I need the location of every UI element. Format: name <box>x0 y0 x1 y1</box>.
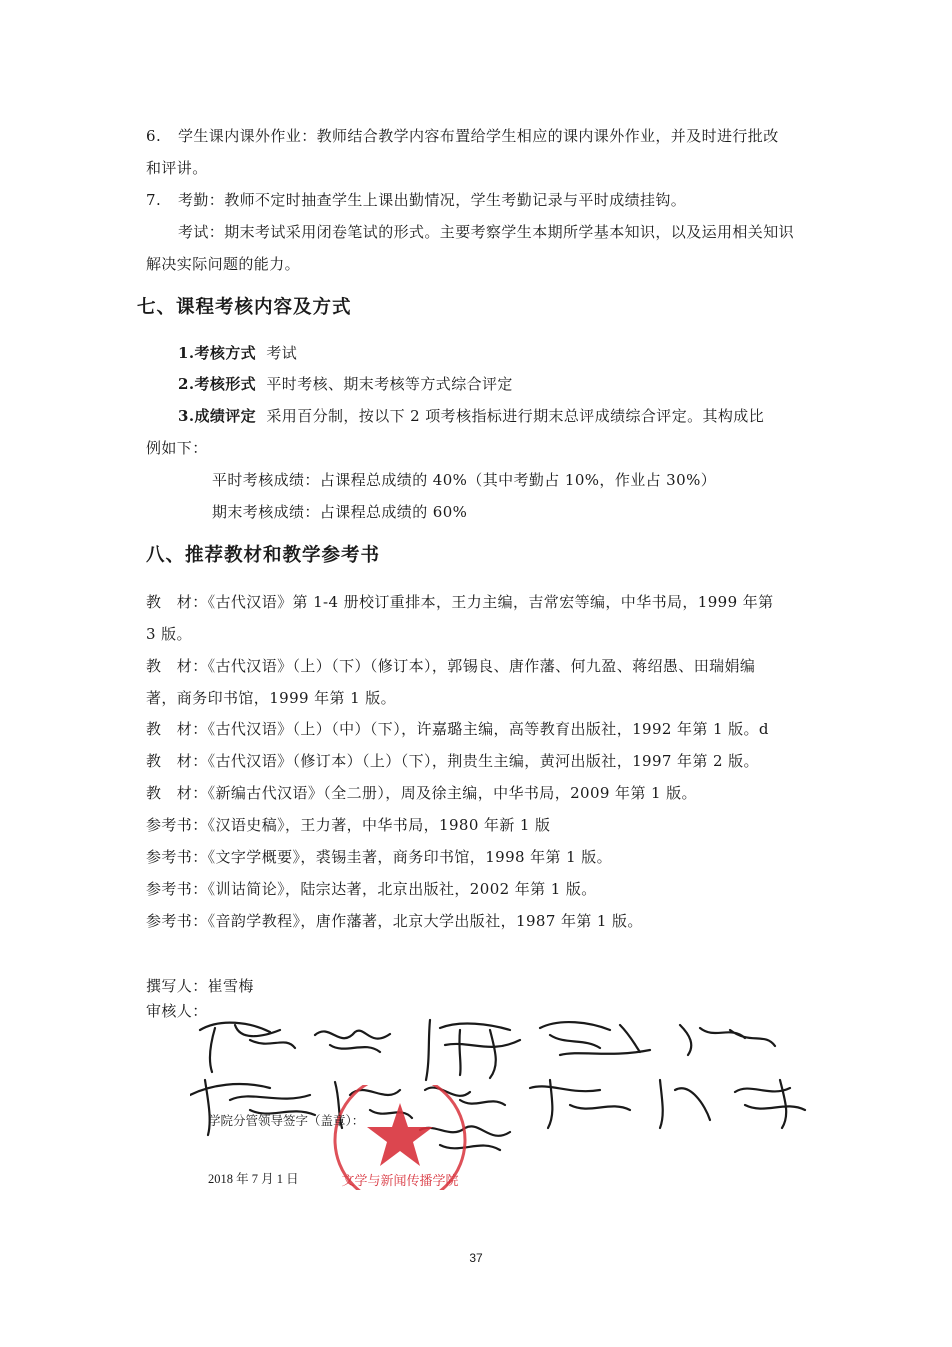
grade-evaluation-line-2: 例如下： <box>146 439 208 457</box>
textbook-line: 教 材：《古代汉语》（修订本）（上）（下），荆贵生主编，黄河出版社，1997 年第 2 版。 <box>146 752 759 770</box>
item-6-text: 学生课内课外作业：教师结合教学内容布置给学生相应的课内课外作业，并及时进行批改 <box>178 127 779 145</box>
assessment-mode-value: 考试 <box>266 344 298 362</box>
section-7-heading: 七、课程考核内容及方式 <box>137 297 352 318</box>
textbook-line: 教 材：《古代汉语》（上）（下）（修订本），郭锡良、唐作藩、何九盈、蒋绍愚、田瑞娟编 <box>146 657 756 675</box>
reference-line: 参考书：《训诂简论》，陆宗达著，北京出版社，2002 年第 1 版。 <box>146 880 597 898</box>
sign-date: 2018 年 7 月 1 日 <box>208 1172 299 1186</box>
item-7-text: 考勤：教师不定时抽查学生上课出勤情况，学生考勤记录与平时成绩挂钩。 <box>178 191 687 209</box>
final-score: 期末考核成绩：占课程总成绩的 60% <box>212 503 468 521</box>
reference-line: 参考书：《汉语史稿》，王力著，中华书局，1980 年新 1 版 <box>146 816 551 834</box>
seal-text: 文学与新闻传播学院 <box>341 1174 459 1189</box>
author-line: 撰写人：崔雪梅 <box>146 977 254 995</box>
item-7-line <box>146 189 810 211</box>
item-6-number: 6. <box>146 127 162 145</box>
grade-evaluation <box>178 405 842 427</box>
item-7-number: 7. <box>146 191 162 209</box>
item-6-line-2: 和评讲。 <box>146 159 208 177</box>
assessment-mode <box>178 342 842 364</box>
textbook-line: 3 版。 <box>146 625 192 643</box>
page-number: 37 <box>469 1251 483 1265</box>
college-seal-stamp <box>330 1085 470 1190</box>
grade-evaluation-label: 3.成绩评定 <box>178 407 257 425</box>
item-6-line-1 <box>146 125 810 147</box>
textbook-line: 教 材：《古代汉语》第 1-4 册校订重排本，王力主编，吉常宏等编，中华书局，1999 年第 <box>146 593 774 611</box>
assessment-form-value: 平时考核、期末考核等方式综合评定 <box>266 375 513 393</box>
assessment-form <box>178 373 842 395</box>
exam-line-1: 考试：期末考试采用闭卷笔试的形式。主要考察学生本期所学基本知识，以及运用相关知识 <box>178 223 795 241</box>
textbook-line: 著，商务印书馆，1999 年第 1 版。 <box>146 689 397 707</box>
leader-signature-label: 学院分管领导签字（盖章）： <box>208 1114 365 1128</box>
reviewer-line: 审核人： <box>146 1002 208 1020</box>
assessment-form-label: 2.考核形式 <box>178 375 257 393</box>
textbook-line: 教 材：《新编古代汉语》（全二册），周及徐主编，中华书局，2009 年第 1 版。 <box>146 784 697 802</box>
exam-line-2: 解决实际问题的能力。 <box>146 255 301 273</box>
textbook-line: 教 材：《古代汉语》（上）（中）（下），许嘉璐主编，高等教育出版社，1992 年第 1 版。d <box>146 720 769 738</box>
reference-line: 参考书：《文字学概要》，裘锡圭著，商务印书馆，1998 年第 1 版。 <box>146 848 613 866</box>
assessment-mode-label: 1.考核方式 <box>178 344 257 362</box>
reference-line: 参考书：《音韵学教程》，唐作藩著，北京大学出版社，1987 年第 1 版。 <box>146 912 643 930</box>
grade-evaluation-value: 采用百分制，按以下 2 项考核指标进行期末总评成绩综合评定。其构成比 <box>266 407 765 425</box>
regular-score: 平时考核成绩：占课程总成绩的 40%（其中考勤占 10%，作业占 30%） <box>212 471 717 489</box>
section-8-heading: 八、推荐教材和教学参考书 <box>146 545 381 566</box>
